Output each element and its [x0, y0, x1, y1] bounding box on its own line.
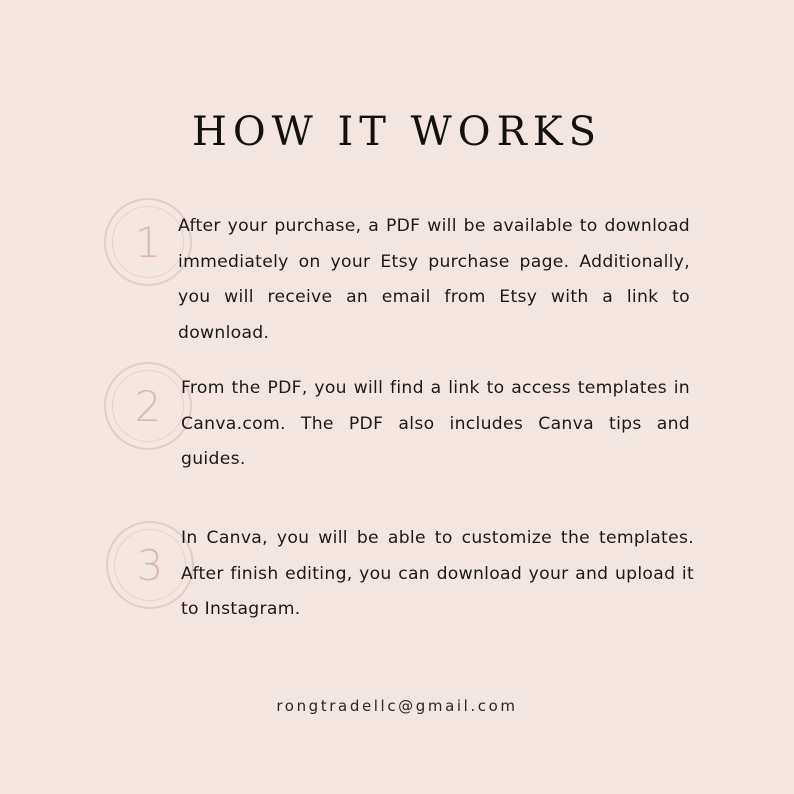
- step-number: 2: [134, 381, 162, 431]
- step-description: In Canva, you will be able to customize the templates. After finish editing, you can download your and upload it to Instagram.: [181, 528, 694, 619]
- contact-email: rongtradellc@gmail.com: [276, 697, 518, 715]
- step-number-badge: [104, 198, 192, 286]
- step-description: After your purchase, a PDF will be available to download immediately on your Etsy purchase page. Additionally, you will receive an email from Etsy with a link to download.: [178, 216, 690, 343]
- page-title: HOW IT WORKS: [191, 109, 602, 155]
- step-number-badge: [106, 521, 194, 609]
- step-number: 1: [134, 217, 162, 267]
- step-description: From the PDF, you will find a link to access templates in Canva.com. The PDF also includes Canva tips and guides.: [181, 378, 690, 469]
- step-number-badge: [104, 362, 192, 450]
- step-number: 3: [136, 540, 164, 590]
